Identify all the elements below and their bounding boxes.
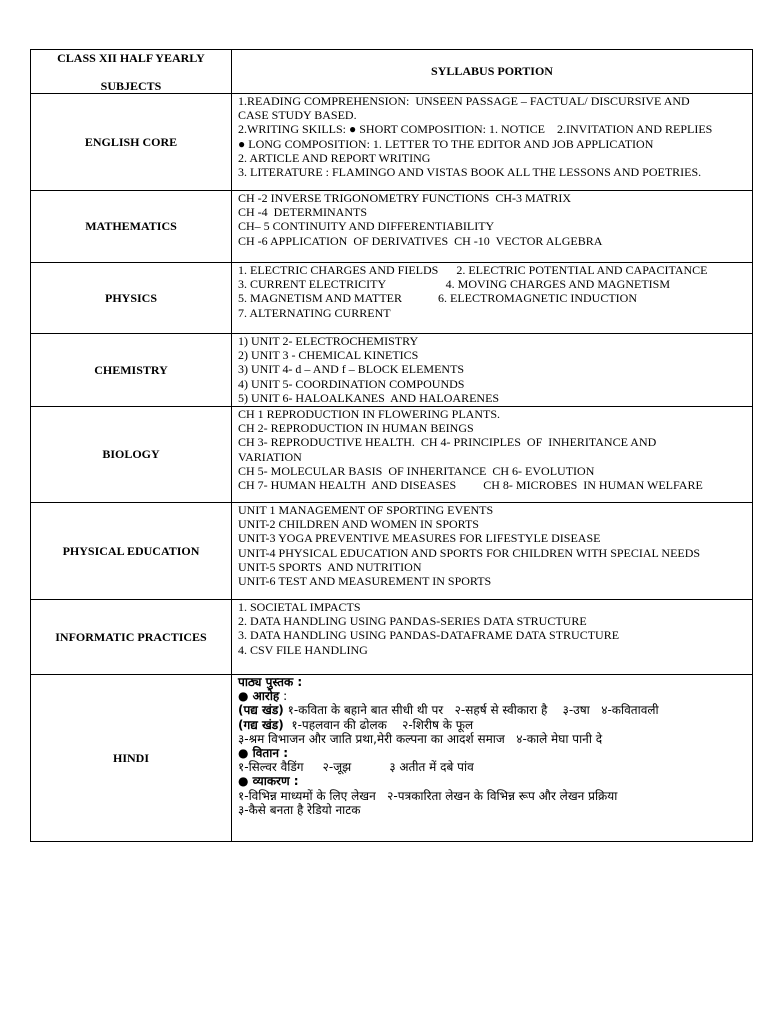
- hindi-line-heading: ● आरोह: [238, 689, 280, 704]
- portion-line: 1.READING COMPREHENSION: UNSEEN PASSAGE – FACTUAL/ DISCURSIVE AND: [238, 94, 690, 108]
- table-row: [31, 191, 753, 263]
- portion-line: 3) UNIT 4- d – AND f – BLOCK ELEMENTS: [238, 362, 465, 377]
- hindi-line-heading: ● व्याकरण :: [238, 774, 299, 789]
- portion-line: 4. CSV FILE HANDLING: [238, 642, 368, 657]
- hindi-line: [238, 689, 752, 703]
- portion-line: CH 2- REPRODUCTION IN HUMAN BEINGS: [238, 421, 474, 436]
- hindi-line-text: :: [279, 689, 288, 704]
- portion-line: 1. ELECTRIC CHARGES AND FIELDS 2. ELECTRIC POTENTIAL AND CAPACITANCE: [238, 263, 708, 277]
- portion-line: ● LONG COMPOSITION: 1. LETTER TO THE EDITOR AND JOB APPLICATION: [238, 136, 654, 151]
- hindi-line: [238, 774, 752, 788]
- syllabus-table: [30, 49, 753, 842]
- hindi-line-text: १-कविता के बहाने बात सीधी थी पर २-सहर्ष से स्वीकारा है ३-उषा ४-कवितावली: [283, 703, 659, 718]
- portion-line: CH -4 DETERMINANTS: [238, 205, 367, 220]
- portion-line: CH 3- REPRODUCTIVE HEALTH. CH 4- PRINCIPLES OF INHERITANCE AND: [238, 435, 657, 450]
- hindi-line-heading: (पद्य खंड): [238, 703, 284, 718]
- hindi-line: [238, 718, 752, 732]
- subject-cell: PHYSICAL EDUCATION: [31, 503, 232, 600]
- portion-line: CH 1 REPRODUCTION IN FLOWERING PLANTS.: [238, 407, 501, 421]
- header-syllabus-portion: SYLLABUS PORTION: [232, 50, 753, 94]
- table-row: [31, 263, 753, 334]
- hindi-line-text: १-सिल्वर वैडिंग २-जूझ ३ अतीत में दबे पांव: [238, 760, 474, 775]
- subject-cell: BIOLOGY: [31, 407, 232, 503]
- subject-cell: MATHEMATICS: [31, 191, 232, 263]
- portion-line: CH 5- MOLECULAR BASIS OF INHERITANCE CH 6- EVOLUTION: [238, 463, 595, 478]
- portion-cell: [232, 334, 753, 407]
- subject-cell: PHYSICS: [31, 263, 232, 334]
- hindi-line: [238, 760, 752, 774]
- portion-cell: [232, 600, 753, 675]
- portion-line: 2) UNIT 3 - CHEMICAL KINETICS: [238, 348, 419, 363]
- portion-line: 4) UNIT 5- COORDINATION COMPOUNDS: [238, 376, 465, 391]
- portion-line: UNIT 1 MANAGEMENT OF SPORTING EVENTS: [238, 503, 494, 517]
- portion-cell: [232, 191, 753, 263]
- portion-line: 3. LITERATURE : FLAMINGO AND VISTAS BOOK ALL THE LESSONS AND POETRIES.: [238, 165, 702, 180]
- hindi-line-heading: पाठ्य पुस्तक :: [238, 675, 303, 689]
- table-row: [31, 675, 753, 842]
- hindi-line-text: ३-कैसे बनता है रेडियो नाटक: [238, 802, 361, 817]
- table-row: [31, 407, 753, 503]
- portion-cell: [232, 94, 753, 191]
- portion-line: 7. ALTERNATING CURRENT: [238, 305, 391, 320]
- subject-cell: HINDI: [31, 675, 232, 842]
- portion-line: VARIATION: [238, 449, 302, 464]
- hindi-portion-cell: [232, 675, 753, 842]
- header-row: [31, 50, 753, 94]
- portion-line: 2. ARTICLE AND REPORT WRITING: [238, 150, 431, 165]
- hindi-line: [238, 732, 752, 746]
- header-class-title: CLASS XII HALF YEARLY: [57, 51, 205, 65]
- portion-line: CH -2 INVERSE TRIGONOMETRY FUNCTIONS CH-3 MATRIX: [238, 191, 572, 205]
- portion-line: UNIT-4 PHYSICAL EDUCATION AND SPORTS FOR CHILDREN WITH SPECIAL NEEDS: [238, 545, 701, 560]
- portion-line: UNIT-3 YOGA PREVENTIVE MEASURES FOR LIFESTYLE DISEASE: [238, 531, 601, 546]
- portion-line: 5) UNIT 6- HALOALKANES AND HALOARENES: [238, 390, 500, 405]
- header-subjects-label: SUBJECTS: [100, 79, 162, 93]
- hindi-line: [238, 746, 752, 760]
- hindi-line: [238, 703, 752, 717]
- hindi-line-heading: (गद्य खंड): [238, 717, 284, 732]
- hindi-line-text: १-पहलवान की ढोलक २-शिरीष के फूल: [283, 717, 474, 732]
- portion-line: UNIT-6 TEST AND MEASUREMENT IN SPORTS: [238, 574, 492, 589]
- hindi-line-text: १-विभिन्न माध्यमों के लिए लेखन २-पत्रकारिता लेखन के विभिन्न रूप और लेखन प्रक्रिया: [238, 788, 618, 803]
- portion-line: 1. SOCIETAL IMPACTS: [238, 600, 361, 614]
- portion-line: CH -6 APPLICATION OF DERIVATIVES CH -10 VECTOR ALGEBRA: [238, 233, 603, 248]
- subject-cell: INFORMATIC PRACTICES: [31, 600, 232, 675]
- portion-cell: [232, 407, 753, 503]
- portion-line: 2.WRITING SKILLS: ● SHORT COMPOSITION: 1. NOTICE 2.INVITATION AND REPLIES: [238, 122, 713, 137]
- hindi-line: [238, 789, 752, 803]
- portion-line: CASE STUDY BASED.: [238, 108, 357, 123]
- table-row: [31, 334, 753, 407]
- hindi-line-heading: ● वितान :: [238, 746, 289, 761]
- portion-line: 3. DATA HANDLING USING PANDAS-DATAFRAME DATA STRUCTURE: [238, 628, 620, 643]
- hindi-line: [238, 675, 752, 689]
- hindi-line-text: ३-श्रम विभाजन और जाति प्रथा,मेरी कल्पना का आदर्श समाज ४-काले मेघा पानी दे: [238, 731, 603, 746]
- hindi-line: [238, 803, 752, 817]
- portion-line: CH 7- HUMAN HEALTH AND DISEASES CH 8- MICROBES IN HUMAN WELFARE: [238, 478, 703, 493]
- portion-cell: [232, 503, 753, 600]
- subject-cell: CHEMISTRY: [31, 334, 232, 407]
- table-row: [31, 94, 753, 191]
- portion-line: UNIT-2 CHILDREN AND WOMEN IN SPORTS: [238, 517, 479, 532]
- portion-line: UNIT-5 SPORTS AND NUTRITION: [238, 559, 422, 574]
- subject-cell: ENGLISH CORE: [31, 94, 232, 191]
- portion-line: CH– 5 CONTINUITY AND DIFFERENTIABILITY: [238, 219, 495, 234]
- table-row: [31, 600, 753, 675]
- portion-line: 2. DATA HANDLING USING PANDAS-SERIES DATA STRUCTURE: [238, 614, 587, 629]
- portion-cell: [232, 263, 753, 334]
- portion-line: 3. CURRENT ELECTRICITY 4. MOVING CHARGES AND MAGNETISM: [238, 277, 671, 292]
- header-subjects-cell: [31, 50, 232, 94]
- portion-line: 5. MAGNETISM AND MATTER 6. ELECTROMAGNETIC INDUCTION: [238, 291, 637, 306]
- table-row: [31, 503, 753, 600]
- portion-line: 1) UNIT 2- ELECTROCHEMISTRY: [238, 334, 419, 348]
